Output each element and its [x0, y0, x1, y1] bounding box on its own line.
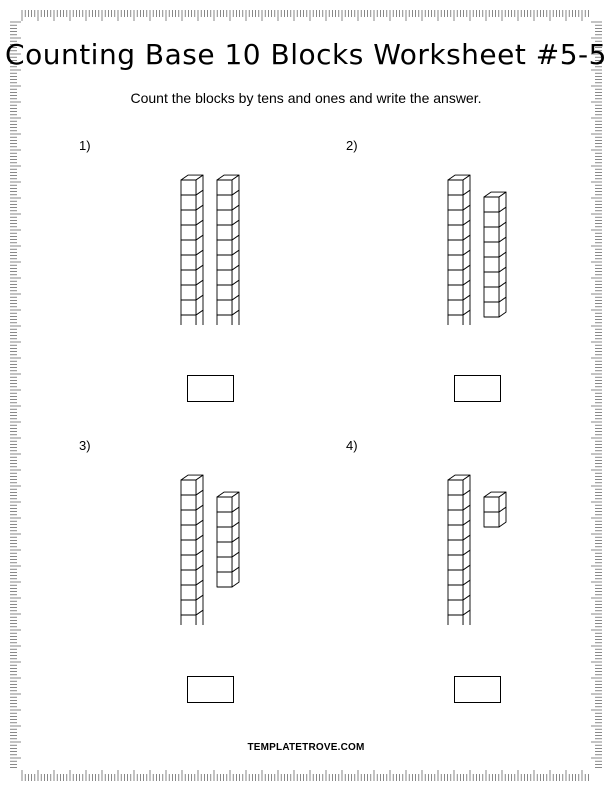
unit-cube	[181, 475, 203, 495]
problem-1-blocks	[170, 160, 250, 325]
ten-rod	[217, 175, 239, 325]
ten-rod	[181, 175, 203, 325]
problem-4-answer-box[interactable]	[454, 676, 501, 703]
problem-2-answer-box[interactable]	[454, 375, 501, 402]
worksheet-title: Counting Base 10 Blocks Worksheet #5-5	[5, 38, 607, 71]
problem-3-blocks	[170, 460, 250, 625]
footer-brand: TEMPLATETROVE.COM	[247, 742, 365, 753]
ones-stack	[484, 492, 506, 527]
problem-2-blocks	[437, 160, 517, 325]
ten-rod	[448, 175, 470, 325]
ten-rod	[448, 475, 470, 625]
unit-cube	[448, 475, 470, 495]
problem-3-number: 3)	[79, 438, 91, 453]
problem-4-number: 4)	[346, 438, 358, 453]
problem-4-blocks	[437, 460, 517, 625]
problem-2-number: 2)	[346, 138, 358, 153]
problem-3-answer-box[interactable]	[187, 676, 234, 703]
unit-cube	[217, 175, 239, 195]
unit-cube	[217, 492, 239, 512]
ten-rod	[181, 475, 203, 625]
unit-cube	[448, 175, 470, 195]
unit-cube	[181, 175, 203, 195]
unit-cube	[484, 492, 506, 512]
problem-1-number: 1)	[79, 138, 91, 153]
ones-stack	[217, 492, 239, 587]
ones-stack	[484, 192, 506, 317]
unit-cube	[484, 192, 506, 212]
instructions-text: Count the blocks by tens and ones and write the answer.	[130, 90, 482, 106]
problem-1-answer-box[interactable]	[187, 375, 234, 402]
